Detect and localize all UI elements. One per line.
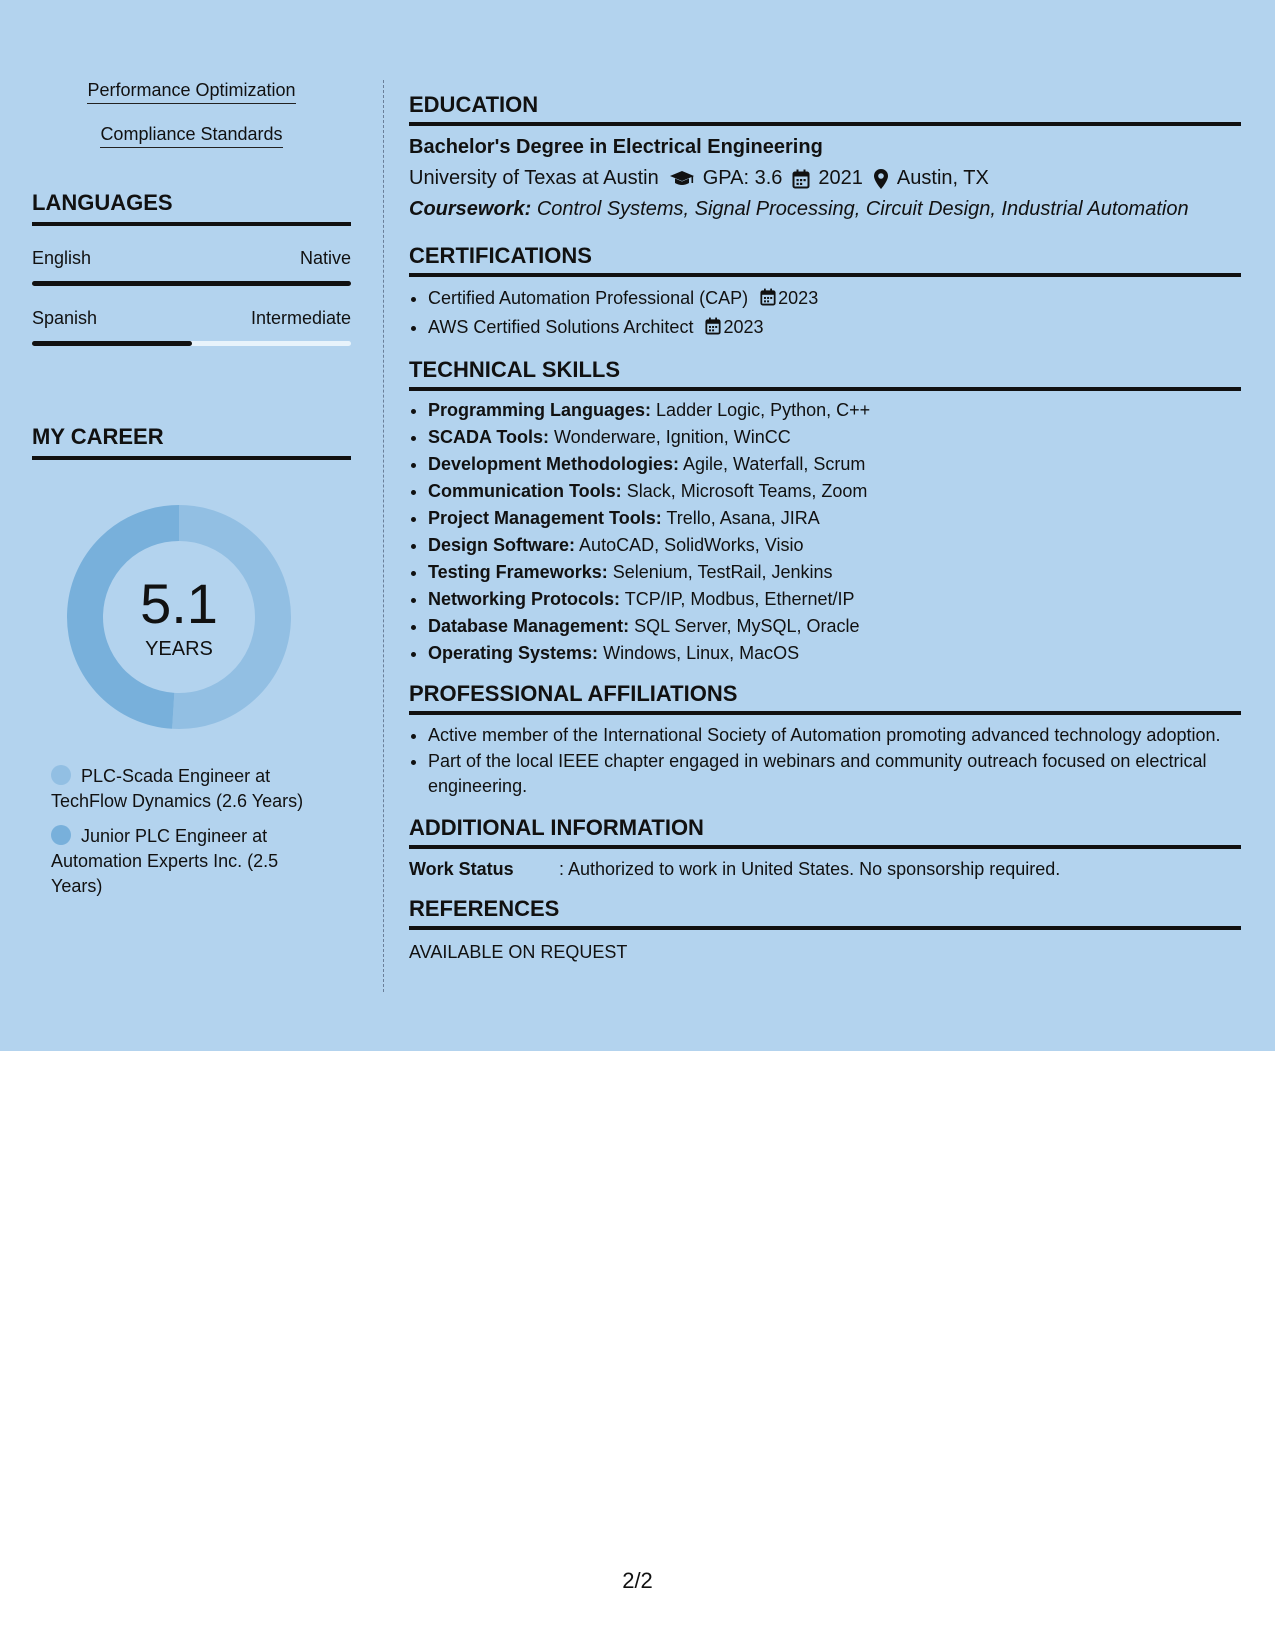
education-details [409,167,1241,190]
location-pin-icon [873,168,889,190]
affiliation-item: • Part of the local IEEE chapter engaged in webinars and community outreach focused on electrical engineering. [428,749,1241,799]
work-status-label: Work Status [409,859,514,879]
degree-title: Bachelor's Degree in Electrical Engineering [409,136,823,158]
language-bar-fill [32,281,351,286]
references-section [409,896,1241,963]
page-number: 2/2 [622,1568,653,1593]
career-legend-item: Junior PLC Engineer at Automation Experts Inc. (2.5 Years) [51,826,279,896]
education-section [409,92,1241,221]
skill-item: • Development Methodologies: Agile, Waterfall, Scrum [428,451,1241,478]
calendar-icon [705,316,721,343]
skill-tag: Performance Optimization [32,80,351,104]
skill-item: • Communication Tools: Slack, Microsoft Teams, Zoom [428,478,1241,505]
school-location: Austin, TX [896,167,989,189]
language-bar [32,341,351,346]
graduation-year: 2021 [818,167,863,189]
language-name: Spanish [32,308,98,328]
skill-item: • SCADA Tools: Wonderware, Ignition, WinCC [428,424,1241,451]
coursework: Coursework: Control Systems, Signal Processing, Circuit Design, Industrial Automation [409,198,1189,220]
career-legend-item: PLC-Scada Engineer at TechFlow Dynamics (2.6 Years) [51,766,304,811]
certifications-section [409,243,1241,343]
affiliations-heading: PROFESSIONAL AFFILIATIONS [409,681,1241,715]
skill-item: • Operating Systems: Windows, Linux, MacOS [428,640,1241,667]
certification-item: • Certified Automation Professional (CAP) 2023 [428,285,1241,314]
gpa: GPA: 3.6 [702,167,783,189]
career-heading: MY CAREER [32,424,351,460]
skill-tag: Compliance Standards [32,124,351,148]
career-total: 5.1 [140,572,218,635]
skill-item: • Networking Protocols: TCP/IP, Modbus, Ethernet/IP [428,586,1241,613]
legend-dot-icon [51,825,71,845]
career-unit: YEARS [145,638,213,660]
graduation-cap-icon [669,170,695,188]
language-name: English [32,248,92,268]
skill-item: • Database Management: SQL Server, MySQL, Oracle [428,613,1241,640]
affiliations-section [409,681,1241,799]
language-item [32,248,351,286]
skills-heading: TECHNICAL SKILLS [409,357,1241,391]
references-heading: REFERENCES [409,896,1241,930]
career-legend [51,764,331,899]
language-level: Native [299,248,351,268]
language-level: Intermediate [250,308,351,328]
language-bar [32,281,351,286]
language-bar-fill [32,341,192,346]
legend-dot-icon [51,765,71,785]
school-name: University of Texas at Austin [409,167,659,189]
work-status-value: : Authorized to work in United States. No sponsorship required. [559,859,1061,879]
main-column [409,92,1241,963]
skill-item: • Testing Frameworks: Selenium, TestRail, Jenkins [428,559,1241,586]
skill-item: • Project Management Tools: Trello, Asana, JIRA [428,505,1241,532]
sidebar [32,80,351,909]
language-item [32,308,351,346]
languages-heading: LANGUAGES [32,190,351,226]
additional-info-heading: ADDITIONAL INFORMATION [409,815,1241,849]
calendar-icon [792,169,810,189]
affiliation-item: • Active member of the International Society of Automation promoting advanced technology adoption. [428,723,1241,748]
calendar-icon [760,287,776,314]
career-donut [66,504,292,730]
certification-item: • AWS Certified Solutions Architect 2023 [428,314,1241,343]
education-heading: EDUCATION [409,92,1241,126]
column-divider [383,80,384,992]
work-status [409,859,1241,880]
skill-item: • Design Software: AutoCAD, SolidWorks, Visio [428,532,1241,559]
skills-section [409,357,1241,667]
additional-info-section [409,815,1241,880]
certifications-heading: CERTIFICATIONS [409,243,1241,277]
references-value: AVAILABLE ON REQUEST [409,942,628,962]
skill-item: • Programming Languages: Ladder Logic, Python, C++ [428,397,1241,424]
